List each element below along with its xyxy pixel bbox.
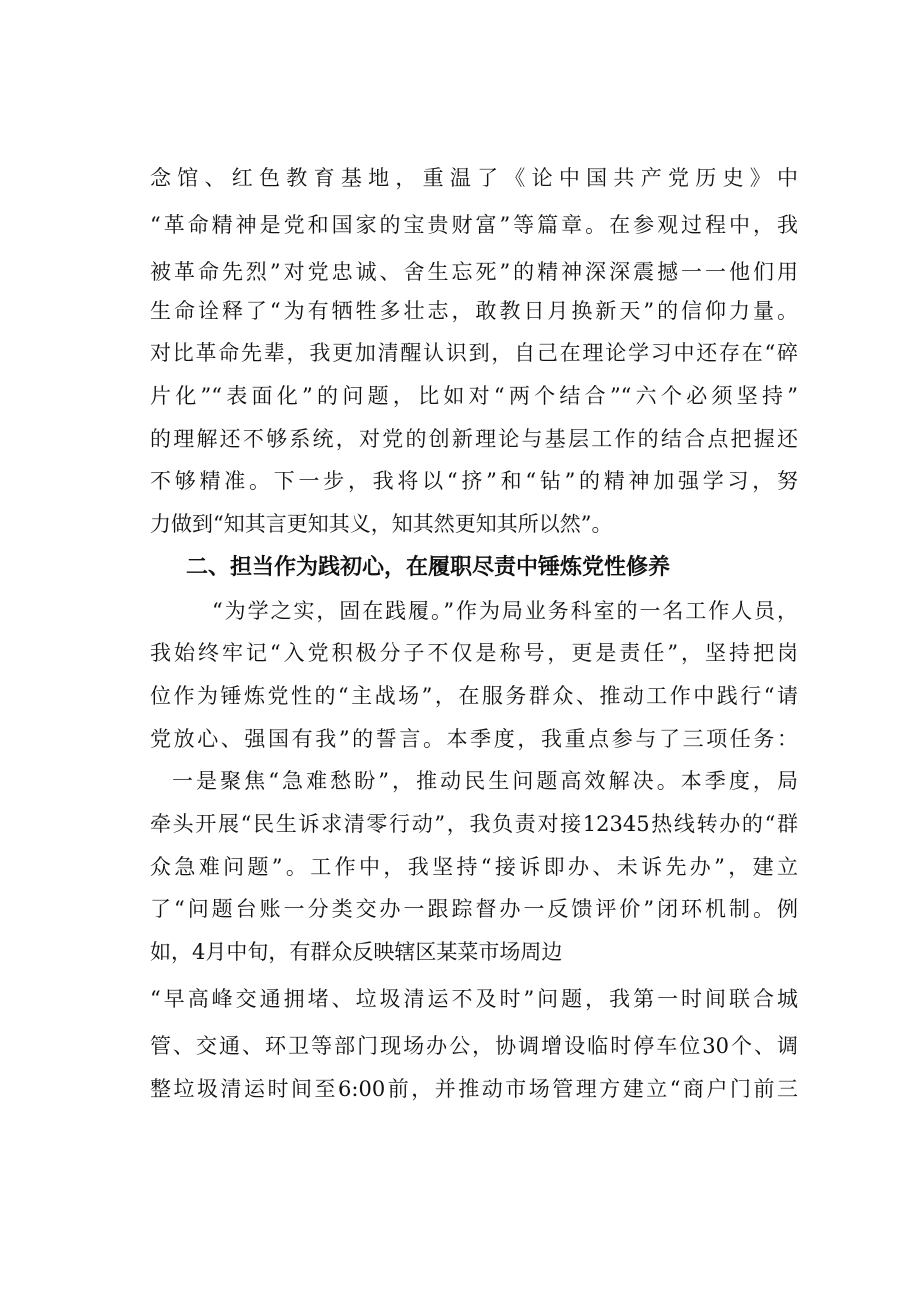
paragraph-line: 管、交通、环卫等部门现场办公，协调增设临时停车位30个、调	[150, 1034, 798, 1058]
paragraph-line: “革命精神是党和国家的宝贵财富”等篇章。在参观过程中，我	[150, 213, 798, 237]
paragraph-line: 生命诠释了“为有牺牲多壮志，敢教日月换新天”的信仰力量。	[150, 299, 798, 323]
paragraph-line: 牵头开展“民生诉求清零行动”，我负责对接12345热线转办的“群	[150, 812, 798, 836]
paragraph-line: 位作为锤炼党性的“主战场”，在服务群众、推动工作中践行“请	[150, 684, 798, 708]
paragraph-line: 整垃圾清运时间至6:00前，并推动市场管理方建立“商户门前三	[150, 1077, 798, 1101]
paragraph-line: 一是聚焦“急难愁盼”，推动民生问题高效解决。本季度，局	[172, 769, 798, 793]
paragraph-line: 片化”“表面化”的问题，比如对“两个结合”“六个必须坚持”	[150, 384, 798, 408]
paragraph-line: 如，4月中旬，有群众反映辖区某菜市场周边	[150, 940, 563, 964]
paragraph-line: “为学之实，固在践履。”作为局业务科室的一名工作人员，	[212, 599, 798, 623]
paragraph-line: 对比革命先辈，我更加清醒认识到，自己在理论学习中还存在“碎	[150, 341, 798, 365]
paragraph-line: 众急难问题”。工作中，我坚持“接诉即办、未诉先办”，建立	[150, 855, 798, 879]
paragraph-line: “早高峰交通拥堵、垃圾清运不及时”问题，我第一时间联合城	[150, 987, 798, 1011]
paragraph-line: 被革命先烈”对党忠诚、舍生忘死”的精神深深震撼一一他们用	[150, 260, 798, 284]
paragraph-line: 了“问题台账一分类交办一跟踪督办一反馈评价”闭环机制。例	[150, 897, 798, 921]
paragraph-line: 我始终牢记“入党积极分子不仅是称号，更是责任”，坚持把岗	[150, 641, 798, 665]
paragraph-line: 不够精准。下一步，我将以“挤”和“钻”的精神加强学习，努	[150, 469, 798, 493]
paragraph-line: 的理解还不够系统，对党的创新理论与基层工作的结合点把握还	[150, 427, 798, 451]
paragraph-line: 党放心、强国有我”的誓言。本季度，我重点参与了三项任务：	[150, 727, 798, 751]
paragraph-line: 念馆、红色教育基地，重温了《论中国共产党历史》中	[150, 166, 798, 190]
section-heading: 二、担当作为践初心，在履职尽责中锤炼党性修养	[186, 555, 671, 580]
paragraph-line: 力做到“知其言更知其义，知其然更知其所以然”。	[150, 512, 613, 536]
